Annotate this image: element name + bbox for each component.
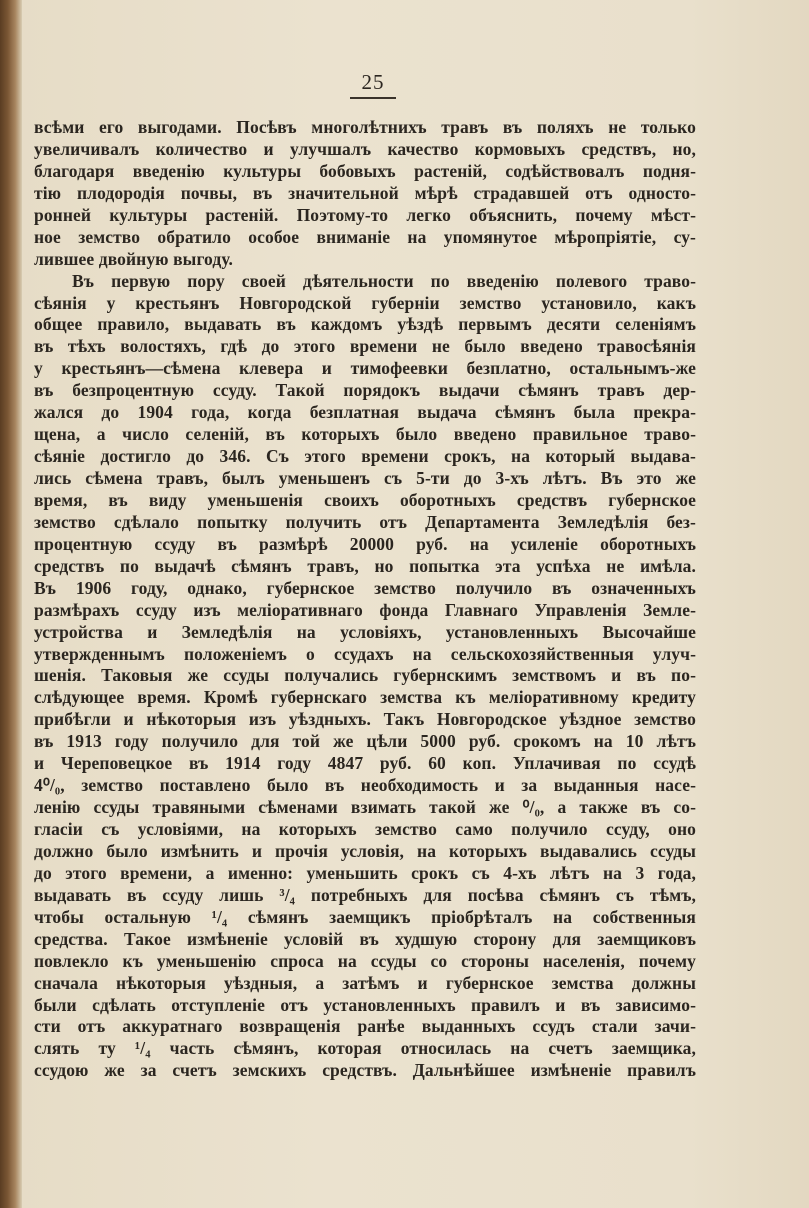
text-line: до этого времени, а именно: уменьшить срокъ съ 4-хъ лѣтъ на 3 года, [34,862,696,883]
text-line: у крестьянъ—сѣмена клевера и тимофеевки безплатно, остальнымъ-же [34,358,696,379]
text-line: утвержденнымъ положеніемъ о ссудахъ на сельскохозяйственныя улуч- [34,643,696,664]
book-binding-edge [0,0,22,1208]
text-line: выдавать въ ссуду лишь ³/₄ потребныхъ для посѣва сѣмянъ съ тѣмъ, [34,884,696,905]
text-line: увеличивалъ количество и улучшалъ качество кормовыхъ средствъ, но, [34,138,696,159]
text-line: ронней культуры растеній. Поэтому-то легко объяснить, почему мѣст- [34,204,696,225]
text-line: слять ту ¹/₄ часть сѣмянъ, которая относилась на счетъ заемщика, [34,1038,696,1059]
text-line: сѣяніе достигло до 346. Съ этого времени срокъ, на который выдава- [34,446,696,467]
text-line: ное земство обратило особое вниманіе на упомянутое мѣропріятіе, су- [34,226,696,247]
text-line: 4⁰/₀, земство поставлено было въ необходимость и за выданныя насе- [34,775,696,796]
text-line: земство сдѣлало попытку получить отъ Департамента Земледѣлія без- [34,511,696,532]
text-line: и Череповецкое въ 1914 году 4847 руб. 60 коп. Уплачивая по ссудѣ [34,753,696,774]
text-line: слѣдующее время. Кромѣ губернскаго земства къ меліоративному кредиту [34,687,696,708]
text-line: ленію ссуды травяными сѣменами взимать такой же ⁰/₀, а также въ со- [34,797,696,818]
text-line: размѣрахъ ссуду изъ меліоративнаго фонда Главнаго Управленія Земле- [34,599,696,620]
text-line: въ 1913 году получило для той же цѣли 5000 руб. срокомъ на 10 лѣтъ [34,731,696,752]
text-line: въ безпроцентную ссуду. Такой порядокъ выдачи сѣмянъ травъ дер- [34,380,696,401]
text-line: процентную ссуду въ размѣрѣ 20000 руб. на усиленіе оборотныхъ [34,533,696,554]
text-line: устройства и Земледѣлія на условіяхъ, установленныхъ Высочайше [34,621,696,642]
text-line: Въ 1906 году, однако, губернское земство получило въ означенныхъ [34,577,696,598]
text-line: жался до 1904 года, когда безплатная выдача сѣмянъ была прекра- [34,402,696,423]
page-number: 25 [361,70,385,94]
text-line: всѣми его выгодами. Посѣвъ многолѣтнихъ травъ въ поляхъ не только [34,117,696,137]
text-line: средства. Такое измѣненіе условій въ худшую сторону для заемщиковъ [34,928,696,949]
text-line: прибѣгли и нѣкоторыя изъ уѣздныхъ. Такъ Новгородское уѣздное земство [34,709,696,730]
text-line: должно было измѣнить и прочія условія, на которыхъ выдавались ссуды [34,840,696,861]
page-number-rule [350,97,396,99]
text-line: шенія. Таковыя же ссуды получались губернскимъ земствомъ и въ по- [34,665,696,686]
text-line: лившее двойную выгоду. [34,248,233,269]
text-line: щена, а число селеній, въ которыхъ было введено правильное траво- [34,424,696,445]
text-line: сѣянія у крестьянъ Новгородской губерніи земство установило, какъ [34,292,696,313]
text-line: общее правило, выдавать въ каждомъ уѣздѣ первымъ десяти селеніямъ [34,314,696,335]
body-text [34,117,696,1082]
text-line: средствъ по выдачѣ сѣмянъ травъ, но попытка эта успѣха не имѣла. [34,555,696,576]
text-line: благодаря введенію культуры бобовыхъ растеній, содѣйствовалъ подня- [34,160,696,181]
text-line: Въ первую пору своей дѣятельности по введенію полевого траво- [72,270,696,291]
text-line: чтобы остальную ¹/₄ сѣмянъ заемщикъ пріобрѣталъ на собственныя [34,906,696,927]
text-line: лись сѣмена травъ, былъ уменьшенъ съ 5-ти до 3-хъ лѣтъ. Въ это же [34,468,696,488]
text-line: были сдѣлать отступленіе отъ установленныхъ правилъ и въ зависимо- [34,994,696,1015]
text-line: въ тѣхъ волостяхъ, гдѣ до этого времени не было введено травосѣянія [34,336,696,357]
text-line: сти отъ аккуратнаго возвращенія ранѣе выданныхъ ссудъ стали зачи- [34,1016,696,1037]
text-line: сначала нѣкоторыя уѣздныя, а затѣмъ и губернское земства должны [34,972,696,993]
text-line: ссудою же за счетъ земскихъ средствъ. Дальнѣйшее измѣненіе правилъ [34,1060,696,1081]
text-line: тію плодородія почвы, въ значительной мѣрѣ страдавшей отъ односто- [34,182,696,203]
text-line: время, въ виду уменьшенія своихъ оборотныхъ средствъ губернское [34,489,696,510]
text-line: гласіи съ условіями, на которыхъ земство само получило ссуду, оно [34,819,696,839]
text-line: повлекло къ уменьшенію спроса на ссуды со стороны населенія, почему [34,950,696,971]
